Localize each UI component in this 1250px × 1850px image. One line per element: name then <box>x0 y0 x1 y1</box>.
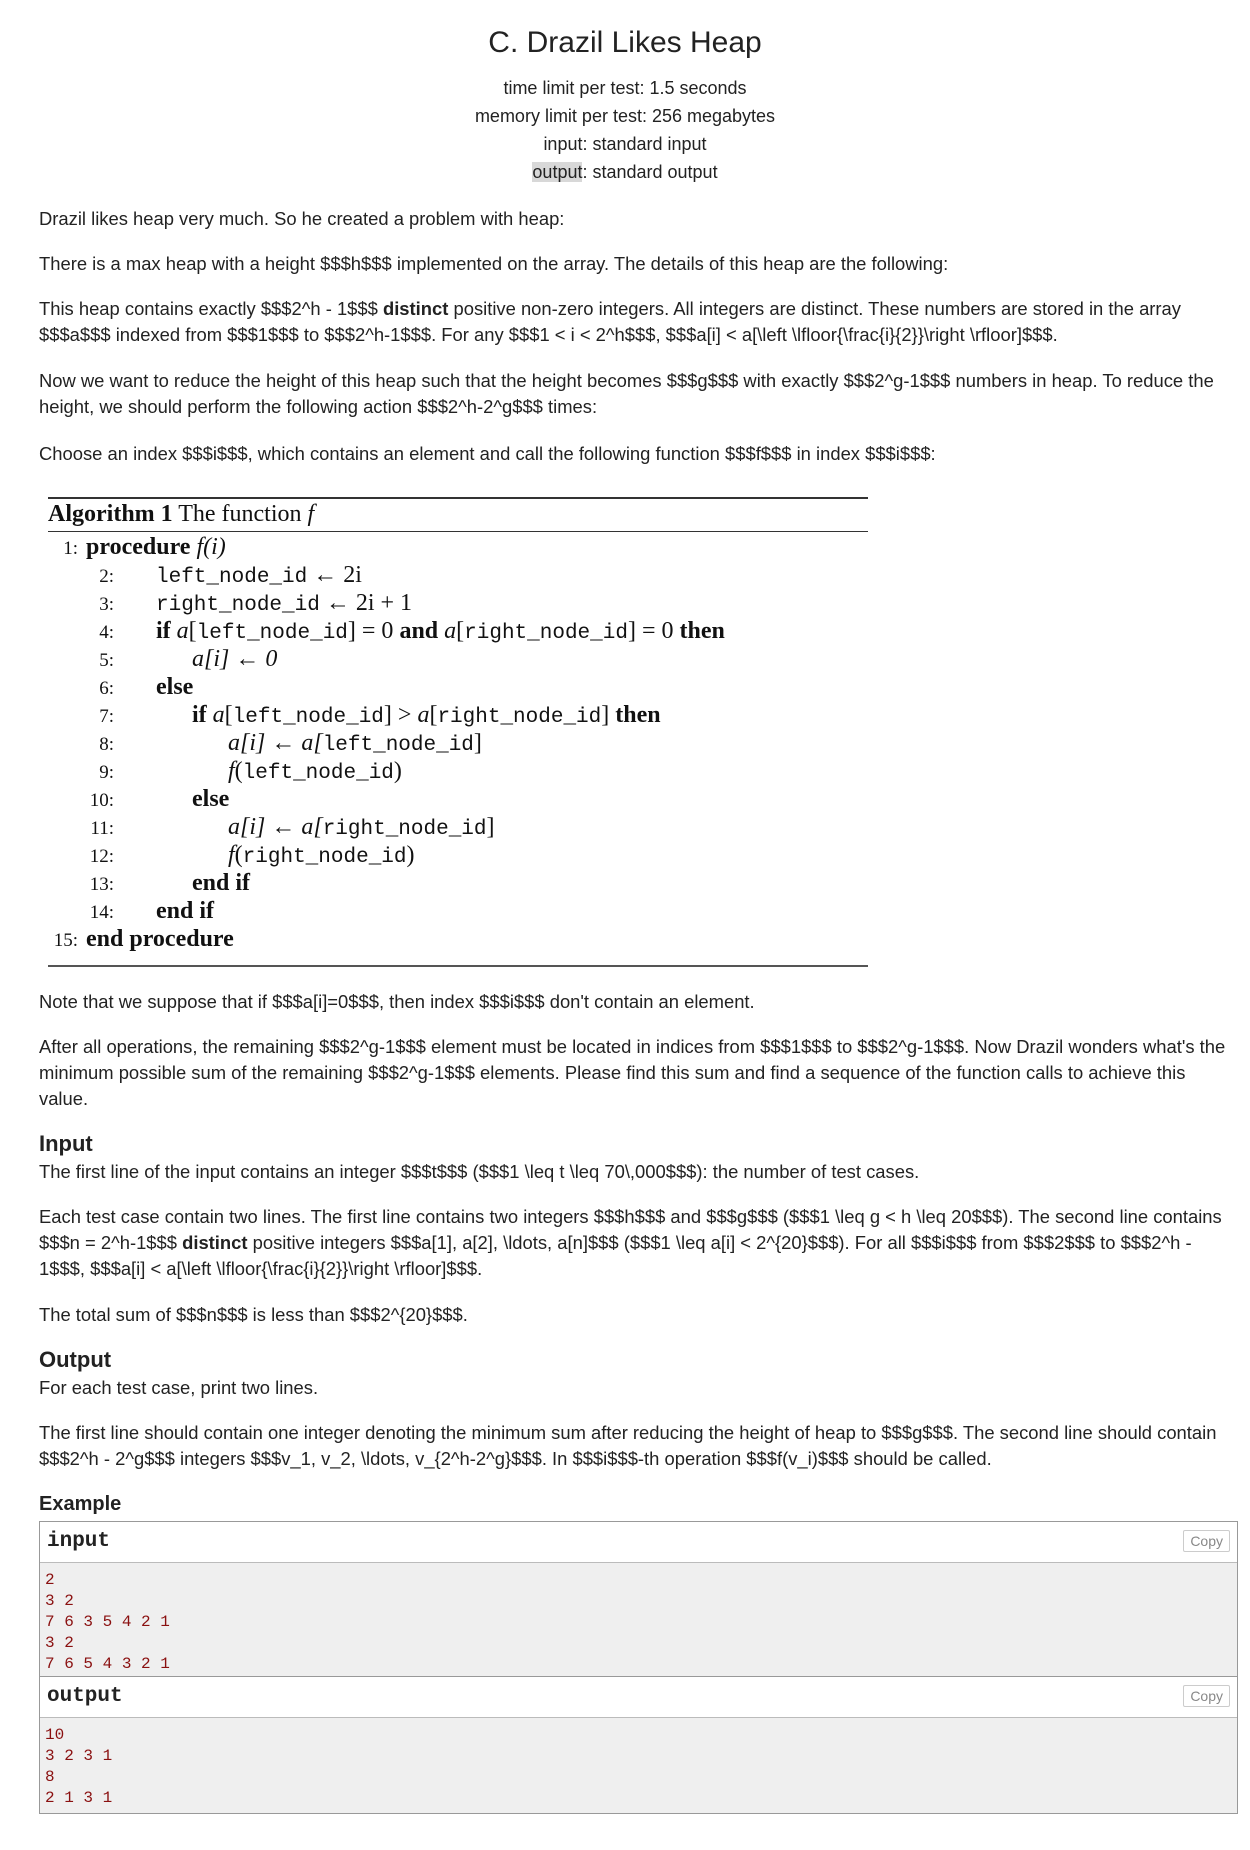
time-limit: time limit per test: 1.5 seconds <box>503 78 747 98</box>
statement-p3-distinct: distinct <box>382 298 449 319</box>
algo-line-3: 3: right_node_id ← 2i + 1 <box>99 590 413 617</box>
statement-p5: Choose an index $$$i$$$, which contains an element and call the following function $$$f$$$ in index $$$i$$$: <box>39 443 936 464</box>
algorithm-bottom-rule <box>48 965 868 967</box>
output-spec <box>0 158 1250 186</box>
example-title: Example <box>39 1493 122 1515</box>
statement-p7: After all operations, the remaining $$$2^g-1$$$ element must be located in indices from $$$1$$$ to $$$2^g-1$$$. Now Drazil wonders what's the minimum possible sum of the remaining $$$2^g-1$$$ elements. Please find this sum and find a sequence of the function calls to achieve this value. <box>39 1036 1226 1109</box>
algo-line-6: 6: else <box>99 674 194 700</box>
output-p2: The first line should contain one integer denoting the minimum sum after reducing the height of heap to $$$g$$$. The second line should contain $$$2^h - 2^g$$$ integers $$$v_1, v_2, \ldots, v_{2^h-2^g}$$$. In $$$i$$$-th operation $$$f(v_i)$$$ should be called. <box>39 1422 1217 1469</box>
copy-output-button[interactable]: Copy <box>1183 1685 1230 1707</box>
output-section-title: Output <box>39 1347 112 1372</box>
output-p1: For each test case, print two lines. <box>39 1377 319 1398</box>
statement-p4: Now we want to reduce the height of this heap such that the height becomes $$$g$$$ with exactly $$$2^g-1$$$ numbers in heap. To reduce the height, we should perform the following action $$$2^h-2^g$$$ times: <box>39 370 1214 417</box>
statement-p2: There is a max heap with a height $$$h$$$ implemented on the array. The details of this heap are the following: <box>39 253 949 274</box>
algo-line-10: 10: else <box>89 786 230 812</box>
algorithm-caption: Algorithm 1 The function f <box>48 501 315 527</box>
statement-p6: Note that we suppose that if $$$a[i]=0$$$, then index $$$i$$$ don't contain an element. <box>39 991 755 1012</box>
statement-p1: Drazil likes heap very much. So he created a problem with heap: <box>39 208 565 229</box>
algo-line-5: 5: a[i] ← 0 <box>99 646 278 672</box>
algorithm-figure <box>48 497 868 967</box>
input-spec: input: standard input <box>543 134 707 154</box>
sample-input-header <box>40 1522 1237 1563</box>
sample-output-box <box>39 1676 1238 1814</box>
memory-limit: memory limit per test: 256 megabytes <box>474 106 776 126</box>
sample-output-content: 10 3 2 3 1 8 2 1 3 1 <box>45 1726 113 1807</box>
statement-p3c: positive non-zero integers. All integers are distinct. These numbers are stored in the array $$$a$$$ indexed from $$$1$$$ to $$$2^h-1$$$. For any $$$1 < i < 2^h$$$, $$$a[i] < a[\left \lfloor{\frac{i}{2}}\right \rfloor]$$$. <box>39 298 1181 345</box>
algo-line-11: 11: a[i] ← a[right_node_id] <box>90 814 495 841</box>
input-p2-distinct: distinct <box>182 1232 248 1253</box>
sample-output-label: output <box>47 1685 123 1708</box>
statement-p3a: This heap contains exactly $$$2^h - 1$$$ <box>39 298 383 319</box>
algo-line-12: 12: f(right_node_id) <box>89 842 415 869</box>
problem-limits <box>0 74 1250 186</box>
algo-line-13: 13: end if <box>89 870 251 896</box>
algo-line-4: 4: if a[left_node_id] = 0 and a[right_node_id] = 0 then <box>99 618 725 645</box>
problem-title: C. Drazil Likes Heap <box>488 26 762 59</box>
algo-line-9: 9: f(left_node_id) <box>99 758 402 785</box>
algo-line-1: 1: procedure f(i) <box>63 534 226 560</box>
output-spec-rest: : standard output <box>582 162 718 182</box>
copy-input-button[interactable]: Copy <box>1183 1530 1230 1552</box>
input-p1: The first line of the input contains an integer $$$t$$$ ($$$1 \leq t \leq 70\,000$$$): the number of test cases. <box>39 1161 920 1182</box>
algo-line-8: 8: a[i] ← a[left_node_id] <box>99 730 482 757</box>
input-section-title: Input <box>39 1131 93 1156</box>
sample-input-content: 2 3 2 7 6 3 5 4 2 1 3 2 7 6 5 4 3 2 1 <box>45 1571 170 1673</box>
algo-line-7: 7: if a[left_node_id] > a[right_node_id] then <box>99 702 661 729</box>
sample-input-label: input <box>47 1530 111 1553</box>
algorithm-top-rule <box>48 497 868 499</box>
sample-input-box <box>39 1521 1238 1680</box>
sample-output-header <box>40 1677 1237 1718</box>
statement-p3 <box>39 296 1239 348</box>
algorithm-mid-rule <box>48 531 868 532</box>
algo-line-2: 2: left_node_id ← 2i <box>99 562 362 589</box>
input-p2: Each test case contain two lines. The first line contains two integers $$$h$$$ and $$$g$$$ ($$$1 \leq g < h \leq 20$$$). The second line contains $$$n = 2^h-1$$$ distinct positive integers $$$a[1], a[2], \ldots, a[n]$$$ ($$$1 \leq a[i] < 2^{20}$$$). For all $$$i$$$ from $$$2$$$ to $$$2^h - 1$$$, $$$a[i] < a[\left \lfloor{\frac{i}{2}}\right \rfloor]$$$. <box>39 1206 1222 1279</box>
algo-line-14: 14: end if <box>89 898 215 924</box>
algo-line-15: 15: end procedure <box>53 926 234 952</box>
input-p3: The total sum of $$$n$$$ is less than $$$2^{20}$$$. <box>39 1304 468 1325</box>
output-highlight: output <box>532 162 583 182</box>
